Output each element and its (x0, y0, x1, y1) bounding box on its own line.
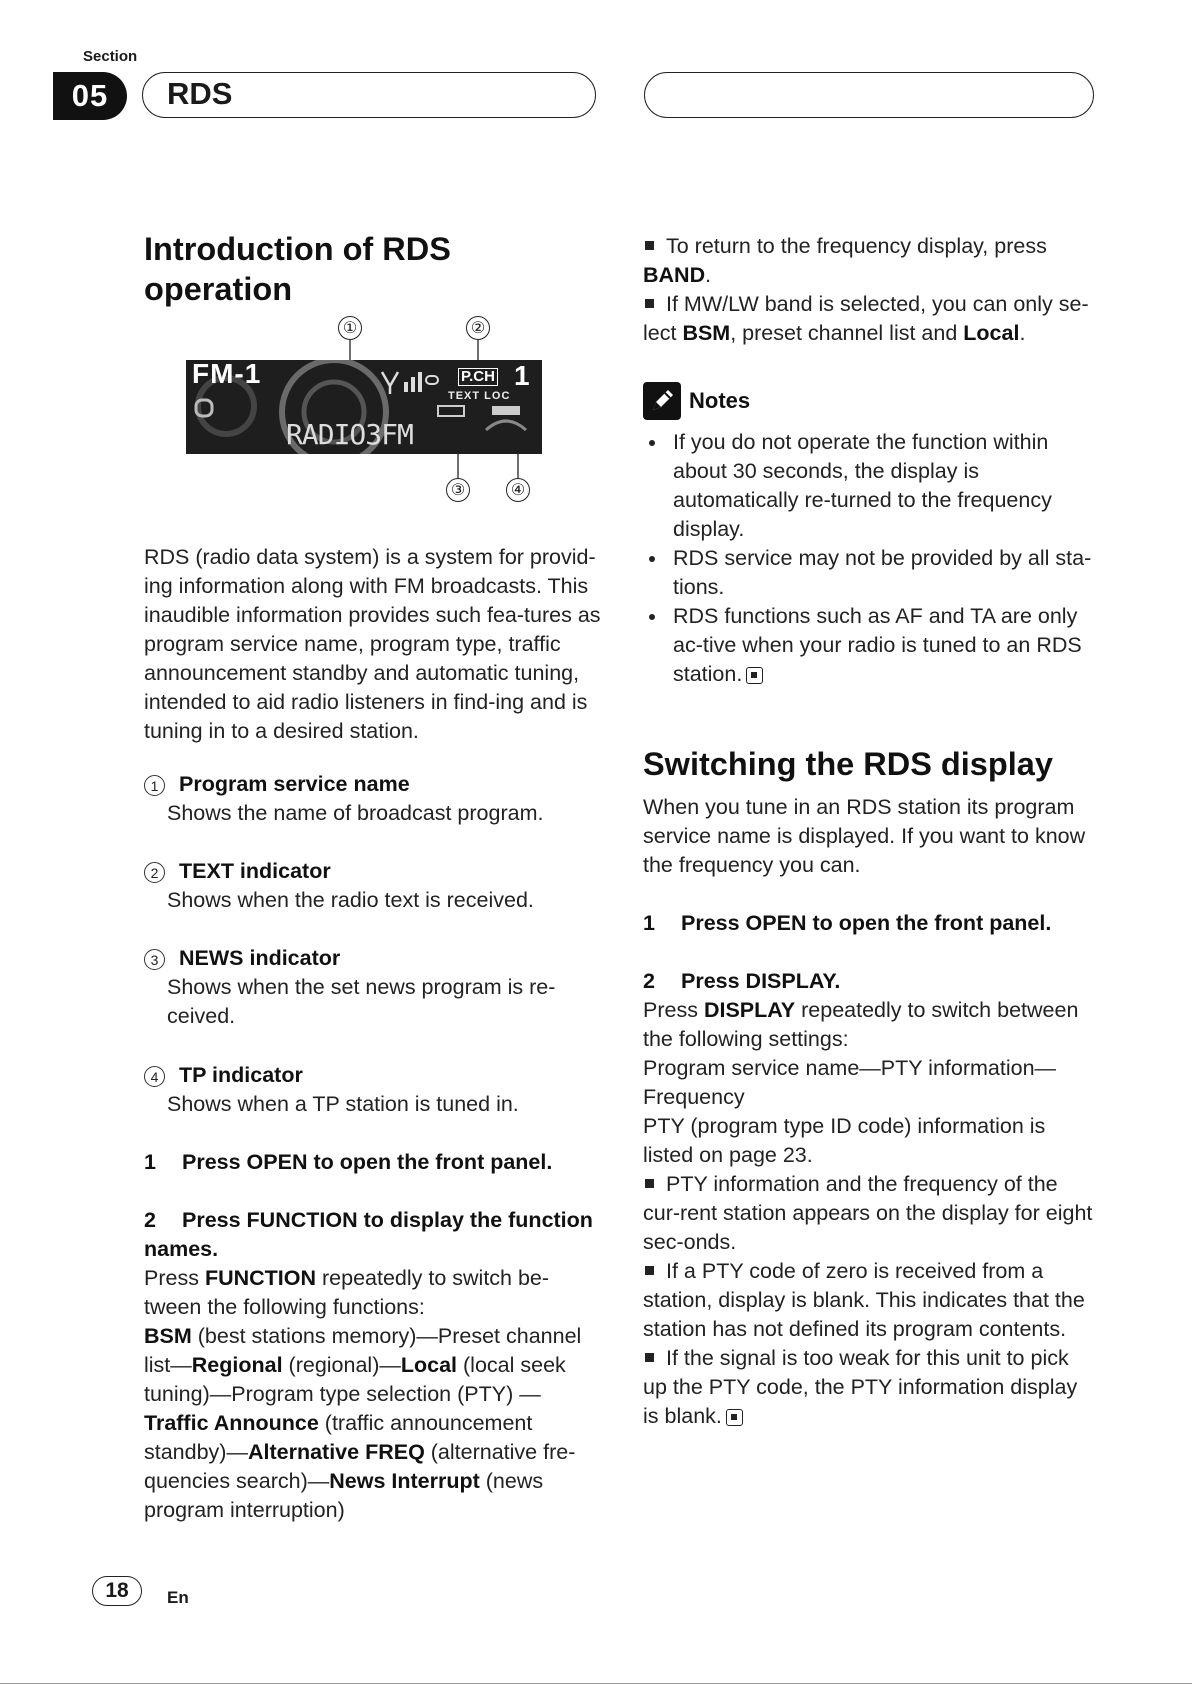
step-2-body: Press FUNCTION repeatedly to switch be-tween the following functions: BSM (best stations memory)—Preset channel list—Regional (regional)—Local (local seek tuning)—Program type selection (PTY) —Traffic Announce (traffic announcement standby)—Alternative FREQ (alternative fre-quencies search)—News Interrupt (news program interruption) (144, 1266, 582, 1522)
step-text: Press OPEN to open the front panel. (182, 1150, 553, 1174)
item-number: 4 (144, 1066, 165, 1087)
section-label: Section (83, 48, 138, 65)
bottom-rule (0, 1683, 1192, 1684)
item-description: Shows when the radio text is received. (167, 888, 534, 912)
list-item (144, 1061, 602, 1119)
bullet-square-icon (645, 241, 654, 250)
pty-bullet: PTY information and the frequency of the cur-rent station appears on the display for eight sec-onds. (643, 1172, 1093, 1254)
notes-list (643, 428, 1095, 689)
item-number: 3 (144, 949, 165, 970)
lcd-indicators: TEXT LOC (448, 390, 511, 402)
item-number: 2 (144, 862, 165, 883)
note-item: RDS functions such as AF and TA are only ac-tive when your radio is tuned to an RDS station. (643, 602, 1095, 689)
step-text: Press DISPLAY. (681, 969, 841, 993)
item-title: NEWS indicator (179, 946, 341, 970)
right-step-2-heading (643, 967, 1095, 996)
step-2-heading (144, 1206, 602, 1264)
step-1-heading (144, 1148, 602, 1177)
pty-reference: PTY (program type ID code) information is listed on page 23. (643, 1114, 1046, 1167)
item-description: Shows when the set news program is re-ceived. (167, 975, 556, 1028)
display-figure (180, 300, 560, 510)
step-number: 2 (144, 1208, 156, 1232)
end-mark-icon (726, 1409, 743, 1426)
callout-3: ③ (446, 478, 470, 502)
lcd-pch: P.CH (458, 368, 498, 386)
bullet-square-icon (645, 1179, 654, 1188)
bullet-square-icon (645, 1266, 654, 1275)
bullet-square-icon (645, 299, 654, 308)
lcd-station-name: RADIO3FM (286, 418, 413, 451)
step-number: 1 (144, 1150, 156, 1174)
end-mark-icon (746, 667, 763, 684)
pencil-note-icon (643, 382, 681, 420)
bullet-mw-lw: If MW/LW band is selected, you can only se-lect BSM, preset channel list and Local. (643, 292, 1089, 345)
section-title: RDS (167, 76, 233, 111)
note-item: If you do not operate the function within about 30 seconds, the display is automatically re-turned to the frequency display. (643, 428, 1095, 544)
note-item: RDS service may not be provided by all sta-tions. (643, 544, 1095, 602)
item-description: Shows the name of broadcast program. (167, 801, 544, 825)
item-title: TP indicator (179, 1063, 303, 1087)
item-description: Shows when a TP station is tuned in. (167, 1092, 519, 1116)
list-item (144, 944, 602, 1031)
item-title: TEXT indicator (179, 859, 331, 883)
intro-paragraph: RDS (radio data system) is a system for provid-ing information along with FM broadcasts. This inaudible information provides such fea-tures as program service name, program type, traffic announcement standby and automatic tuning, intended to aid radio listeners in find-ing and is tuning in to a desired station. (144, 545, 601, 743)
item-number: 1 (144, 775, 165, 796)
section-right-frame (644, 72, 1094, 118)
notes-header (643, 382, 1095, 420)
right-step-1-heading (643, 909, 1095, 938)
lcd-band: FM-1 (192, 360, 262, 389)
heading-introduction: Introduction of RDS operation (144, 231, 451, 307)
list-item (144, 770, 602, 828)
section-number: 05 (53, 72, 127, 120)
settings-sequence: Program service name—PTY information—Frequency (643, 1056, 1057, 1109)
list-item (144, 857, 602, 915)
step-text: Press OPEN to open the front panel. (681, 911, 1052, 935)
bullet-square-icon (645, 1353, 654, 1362)
callout-4: ④ (506, 478, 530, 502)
page-number: 18 (92, 1576, 142, 1606)
notes-title: Notes (689, 388, 751, 413)
switching-intro: When you tune in an RDS station its program service name is displayed. If you want to know the frequency you can. (643, 795, 1086, 877)
language-code: En (167, 1588, 189, 1607)
lcd-pch-number: 1 (514, 360, 530, 391)
step-number: 1 (643, 911, 655, 935)
item-title: Program service name (179, 772, 410, 796)
bullet-band: To return to the frequency display, press BAND. (643, 234, 1047, 287)
callout-2: ② (466, 316, 490, 340)
step-text: Press FUNCTION to display the function names. (144, 1208, 593, 1261)
pty-bullet: If the signal is too weak for this unit to pick up the PTY code, the PTY information display is blank. (643, 1346, 1078, 1428)
right-step-2-body: Press DISPLAY repeatedly to switch between the following settings: Program service name—PTY information—Frequency PTY (program type ID code) information is listed on page 23. PTY information and the frequency of the cur-rent station appears on the display for eight sec-onds. If a PTY code of zero is received from a station, display is blank. This indicates that the station has not defined its program contents. If the signal is too weak for this unit to pick up the PTY code, the PTY information display is blank. (643, 996, 1095, 1431)
step-number: 2 (643, 969, 655, 993)
pty-bullet: If a PTY code of zero is received from a station, display is blank. This indicates that the station has not defined its program contents. (643, 1259, 1085, 1341)
lcd-display (186, 360, 542, 454)
callout-1: ① (338, 316, 362, 340)
heading-switching-rds: Switching the RDS display (643, 746, 1053, 782)
